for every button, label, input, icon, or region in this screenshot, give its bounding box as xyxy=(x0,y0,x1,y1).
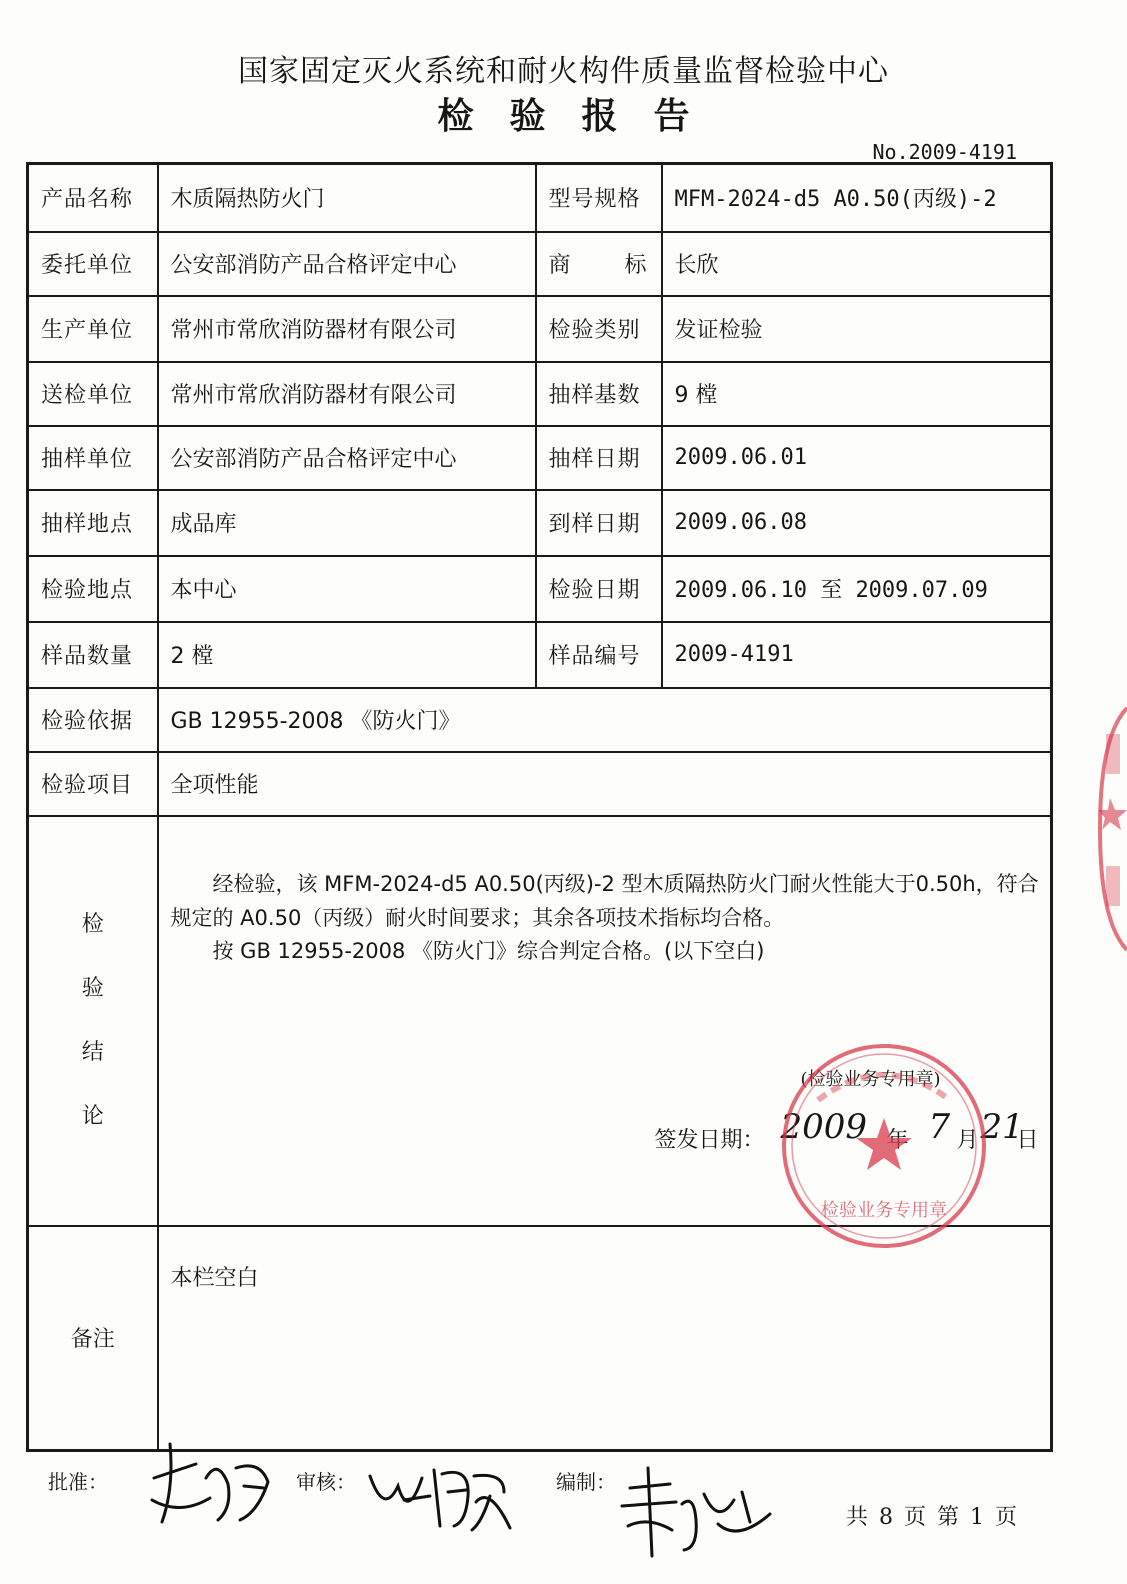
month-mark: 月 xyxy=(956,1127,979,1153)
conclusion-label xyxy=(28,816,158,1226)
approve-label: 批准： xyxy=(48,1470,108,1494)
items-label: 检验项目 xyxy=(28,752,158,816)
inspection-seal-stamp xyxy=(778,1040,990,1252)
sample-id-value: 2009-4191 xyxy=(662,622,1052,688)
conclusion-paragraph-1: 经检验，该 MFM-2024-d5 A0.50(丙级)-2 型木质隔热防火门耐火性能大于0.50h，符合规定的 A0.50（丙级）耐火时间要求；其余各项技术指标均合格。 xyxy=(170,871,1039,930)
table-row xyxy=(28,490,1052,556)
product-name-label: 产品名称 xyxy=(28,164,158,232)
sampling-date-label: 抽样日期 xyxy=(536,426,662,490)
approver-signature xyxy=(140,1438,280,1530)
issuing-organization: 国家固定灭火系统和耐火构件质量监督检验中心 xyxy=(238,54,889,89)
remarks-value: 本栏空白 xyxy=(170,1265,259,1291)
page-counter: 共 8 页 第 1 页 xyxy=(846,1505,1019,1530)
seal-note: (检验业务专用章) xyxy=(800,1068,941,1090)
sampling-date-value: 2009.06.01 xyxy=(662,426,1052,490)
trademark-value: 长欣 xyxy=(662,232,1052,296)
model-spec-value: MFM-2024-d5 A0.50(丙级)-2 xyxy=(662,164,1052,232)
sampling-unit-value: 公安部消防产品合格评定中心 xyxy=(158,426,536,490)
trademark-label-char1: 商 xyxy=(548,253,571,278)
sampling-place-value: 成品库 xyxy=(158,490,536,556)
inspection-date-value: 2009.06.10 至 2009.07.09 xyxy=(662,556,1052,622)
inspection-date-label: 检验日期 xyxy=(536,556,662,622)
remarks-body xyxy=(158,1226,1052,1451)
product-name-value: 木质隔热防火门 xyxy=(158,164,536,232)
table-row xyxy=(28,556,1052,622)
reviewer-signature xyxy=(364,1456,514,1534)
conclusion-label-char: 检 xyxy=(81,911,104,937)
issue-date-label: 签发日期： xyxy=(654,1127,765,1153)
sample-id-label: 样品编号 xyxy=(536,622,662,688)
inspection-place-label: 检验地点 xyxy=(28,556,158,622)
basis-label: 检验依据 xyxy=(28,688,158,752)
inspection-type-label: 检验类别 xyxy=(536,296,662,362)
report-title: 检验报告 xyxy=(437,96,726,137)
arrival-date-value: 2009.06.08 xyxy=(662,490,1052,556)
submitter-value: 常州市常欣消防器材有限公司 xyxy=(158,362,536,426)
table-row xyxy=(28,362,1052,426)
conclusion-label-char: 验 xyxy=(81,975,104,1001)
table-row xyxy=(28,426,1052,490)
manufacturer-label: 生产单位 xyxy=(28,296,158,362)
issue-month-handwritten: 7 xyxy=(928,1106,951,1147)
report-table xyxy=(26,162,1053,1452)
conclusion-label-char: 结 xyxy=(81,1039,104,1065)
issue-year-handwritten: 2009 xyxy=(780,1106,868,1147)
table-row xyxy=(28,296,1052,362)
arrival-date-label: 到样日期 xyxy=(536,490,662,556)
conclusion-paragraph-2: 按 GB 12955-2008 《防火门》综合判定合格。(以下空白) xyxy=(212,938,765,963)
basis-value: GB 12955-2008 《防火门》 xyxy=(158,688,1052,752)
table-row xyxy=(28,752,1052,816)
table-row xyxy=(28,232,1052,296)
table-row xyxy=(28,1226,1052,1451)
inspection-place-value: 本中心 xyxy=(158,556,536,622)
table-row xyxy=(28,688,1052,752)
seal-text: 检验业务专用章 xyxy=(821,1200,947,1221)
seam-stamp-fragment xyxy=(1096,706,1127,952)
sample-base-value: 9 樘 xyxy=(662,362,1052,426)
compile-label: 编制： xyxy=(556,1470,616,1494)
trademark-label xyxy=(536,232,662,296)
report-number: No.2009-4191 xyxy=(872,140,1017,164)
client-value: 公安部消防产品合格评定中心 xyxy=(158,232,536,296)
sample-base-label: 抽样基数 xyxy=(536,362,662,426)
table-row xyxy=(28,164,1052,232)
model-spec-label: 型号规格 xyxy=(536,164,662,232)
review-label: 审核： xyxy=(296,1470,356,1494)
manufacturer-value: 常州市常欣消防器材有限公司 xyxy=(158,296,536,362)
day-mark: 日 xyxy=(1016,1127,1039,1153)
sampling-place-label: 抽样地点 xyxy=(28,490,158,556)
table-row xyxy=(28,622,1052,688)
inspection-type-value: 发证检验 xyxy=(662,296,1052,362)
conclusion-label-char: 论 xyxy=(81,1103,104,1129)
compiler-signature xyxy=(614,1464,774,1560)
sample-qty-value: 2 樘 xyxy=(158,622,536,688)
remarks-label: 备注 xyxy=(28,1226,158,1451)
issue-day-handwritten: 21 xyxy=(980,1106,1024,1147)
sampling-unit-label: 抽样单位 xyxy=(28,426,158,490)
submitter-label: 送检单位 xyxy=(28,362,158,426)
sample-qty-label: 样品数量 xyxy=(28,622,158,688)
client-label: 委托单位 xyxy=(28,232,158,296)
items-value: 全项性能 xyxy=(158,752,1052,816)
trademark-label-char2: 标 xyxy=(624,253,647,278)
